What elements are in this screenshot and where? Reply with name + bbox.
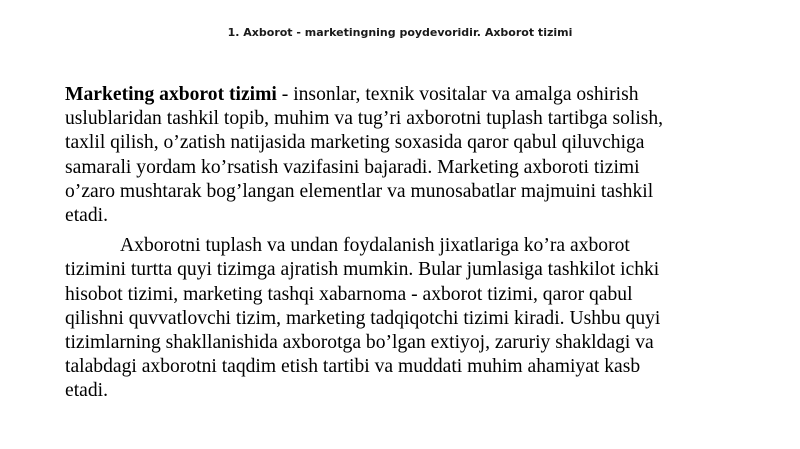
paragraph-line: etadi.	[65, 205, 108, 227]
paragraph-subsystems	[65, 234, 745, 403]
paragraph-line: Axborotni tuplash va undan foydalanish jixatlariga ko’ra axborot	[120, 235, 630, 257]
defined-term: Marketing axborot tizimi	[65, 84, 277, 105]
paragraph-line: hisobot tizimi, marketing tashqi xabarnoma - axborot tizimi, qaror qabul	[65, 283, 633, 305]
paragraph-line: talabdagi axborotni taqdim etish tartibi va muddati muhim ahamiyat kasb	[65, 356, 641, 378]
paragraph-line: tizimlarning shakllanishida axborotga bo’lgan extiyoj, zaruriy shakldagi va	[65, 332, 654, 354]
paragraph-line: uslublaridan tashkil topib, muhim va tug’ri axborotni tuplash tartibga solish,	[65, 108, 664, 130]
slide-title: 1. Axborot - marketingning poydevoridir. Axborot tizimi	[227, 26, 573, 39]
paragraph-definition	[65, 83, 745, 228]
paragraph-line	[65, 83, 745, 107]
paragraph-line: o’zaro mushtarak bog’langan elementlar va munosabatlar majmuini tashkil	[65, 180, 654, 202]
paragraph-line: tizimini turtta quyi tizimga ajratish mumkin. Bular jumlasiga tashkilot ichki	[65, 259, 660, 281]
paragraph-line: etadi.	[65, 380, 108, 402]
paragraph-line: taxlil qilish, o’zatish natijasida marketing soxasida qaror qabul qiluvchiga	[65, 132, 645, 154]
paragraph-line: samarali yordam ko’rsatish vazifasini bajaradi. Marketing axboroti tizimi	[65, 156, 640, 178]
paragraph-line: qilishni quvvatlovchi tizim, marketing tadqiqotchi tizimi kiradi. Ushbu quyi	[65, 307, 661, 329]
body-text	[65, 83, 745, 404]
paragraph-text: - insonlar, texnik vositalar va amalga oshirish	[276, 84, 639, 105]
